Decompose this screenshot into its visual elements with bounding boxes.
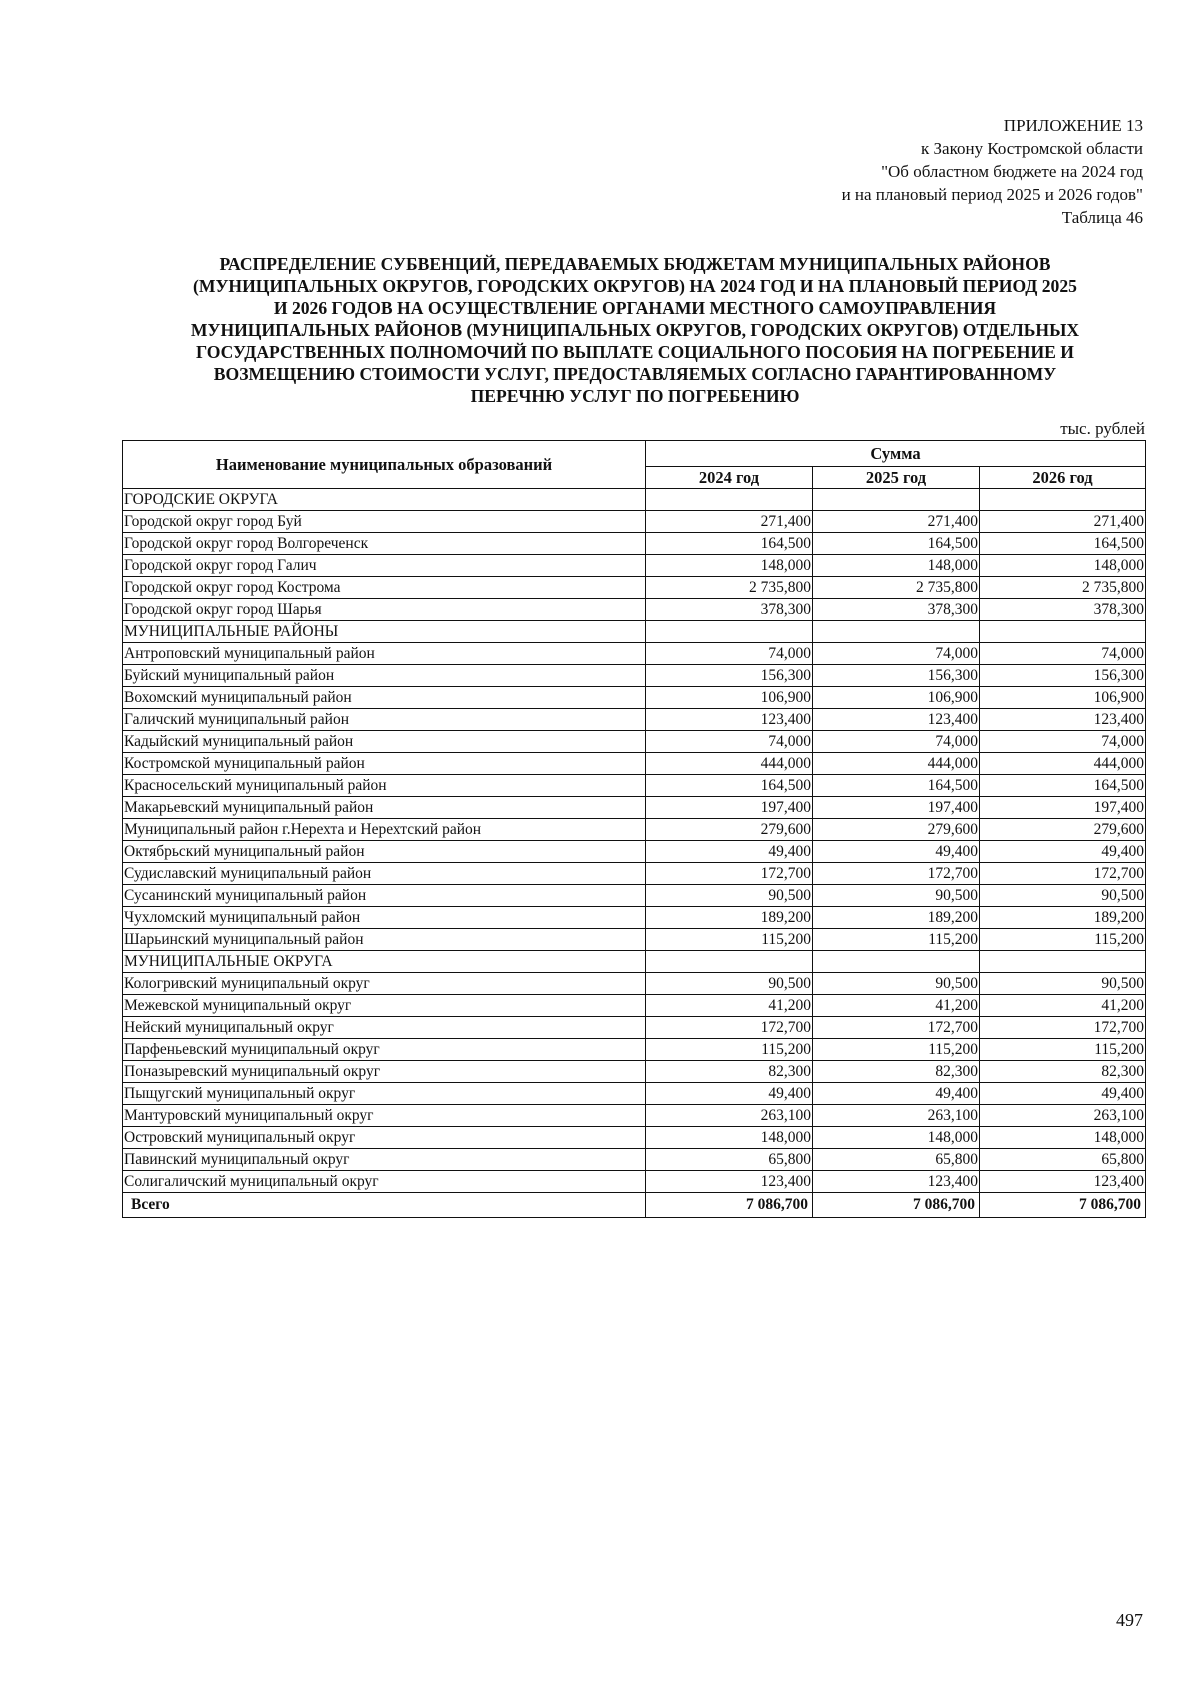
table-row	[123, 1017, 1146, 1039]
amount-2025: 148,000	[813, 1127, 980, 1149]
amount-2025: 189,200	[813, 907, 980, 929]
section-title: МУНИЦИПАЛЬНЫЕ ОКРУГА	[123, 951, 646, 973]
amount-2025: 106,900	[813, 687, 980, 709]
amount-2024: 82,300	[646, 1061, 813, 1083]
amount-2026: 82,300	[980, 1061, 1146, 1083]
municipality-name: Солигаличский муниципальный округ	[123, 1171, 646, 1193]
amount-2026: 148,000	[980, 1127, 1146, 1149]
section-row	[123, 621, 1146, 643]
amount-2025: 74,000	[813, 643, 980, 665]
total-2025: 7 086,700	[813, 1193, 980, 1218]
appendix-law-ref: к Закону Костромской области	[921, 139, 1143, 158]
municipality-name: Антроповский муниципальный район	[123, 643, 646, 665]
amount-2024: 156,300	[646, 665, 813, 687]
table-row	[123, 885, 1146, 907]
empty-cell	[646, 621, 813, 643]
title-line: (МУНИЦИПАЛЬНЫХ ОКРУГОВ, ГОРОДСКИХ ОКРУГОВ) НА 2024 ГОД И НА ПЛАНОВЫЙ ПЕРИОД 2025	[193, 276, 1077, 296]
column-header-name: Наименование муниципальных образований	[123, 441, 646, 489]
municipality-name: Кадыйский муниципальный район	[123, 731, 646, 753]
units-label: тыс. рублей	[1060, 419, 1145, 438]
amount-2026: 2 735,800	[980, 577, 1146, 599]
amount-2026: 90,500	[980, 885, 1146, 907]
municipality-name: Поназыревский муниципальный округ	[123, 1061, 646, 1083]
amount-2024: 123,400	[646, 1171, 813, 1193]
empty-cell	[813, 489, 980, 511]
table-row	[123, 709, 1146, 731]
municipality-name: Павинский муниципальный округ	[123, 1149, 646, 1171]
empty-cell	[980, 621, 1146, 643]
amount-2026: 172,700	[980, 863, 1146, 885]
table-row	[123, 643, 1146, 665]
amount-2024: 148,000	[646, 555, 813, 577]
amount-2024: 49,400	[646, 1083, 813, 1105]
amount-2024: 49,400	[646, 841, 813, 863]
amount-2025: 279,600	[813, 819, 980, 841]
amount-2024: 115,200	[646, 929, 813, 951]
amount-2026: 164,500	[980, 775, 1146, 797]
amount-2025: 378,300	[813, 599, 980, 621]
amount-2025: 271,400	[813, 511, 980, 533]
table-row	[123, 511, 1146, 533]
amount-2024: 197,400	[646, 797, 813, 819]
appendix-law-period: и на плановый период 2025 и 2026 годов"	[841, 185, 1143, 204]
amount-2025: 49,400	[813, 1083, 980, 1105]
municipality-name: Макарьевский муниципальный район	[123, 797, 646, 819]
amount-2025: 164,500	[813, 533, 980, 555]
municipality-name: Муниципальный район г.Нерехта и Нерехтский район	[123, 819, 646, 841]
municipality-name: Парфеньевский муниципальный округ	[123, 1039, 646, 1061]
amount-2024: 164,500	[646, 775, 813, 797]
amount-2024: 74,000	[646, 731, 813, 753]
empty-cell	[813, 951, 980, 973]
amount-2026: 41,200	[980, 995, 1146, 1017]
amount-2024: 172,700	[646, 1017, 813, 1039]
amount-2025: 172,700	[813, 863, 980, 885]
amount-2025: 123,400	[813, 1171, 980, 1193]
amount-2025: 123,400	[813, 709, 980, 731]
amount-2024: 74,000	[646, 643, 813, 665]
table-row	[123, 1127, 1146, 1149]
amount-2025: 156,300	[813, 665, 980, 687]
amount-2024: 123,400	[646, 709, 813, 731]
amount-2024: 106,900	[646, 687, 813, 709]
amount-2025: 115,200	[813, 929, 980, 951]
table-row	[123, 533, 1146, 555]
municipality-name: Городской округ город Галич	[123, 555, 646, 577]
amount-2024: 90,500	[646, 885, 813, 907]
table-row	[123, 599, 1146, 621]
amount-2025: 444,000	[813, 753, 980, 775]
amount-2026: 74,000	[980, 731, 1146, 753]
amount-2025: 172,700	[813, 1017, 980, 1039]
amount-2025: 65,800	[813, 1149, 980, 1171]
table-row	[123, 665, 1146, 687]
amount-2025: 90,500	[813, 973, 980, 995]
section-row	[123, 489, 1146, 511]
amount-2026: 197,400	[980, 797, 1146, 819]
empty-cell	[813, 621, 980, 643]
table-row	[123, 863, 1146, 885]
table-row	[123, 577, 1146, 599]
amount-2026: 49,400	[980, 841, 1146, 863]
appendix-header	[842, 114, 1143, 229]
amount-2026: 123,400	[980, 1171, 1146, 1193]
document-title	[115, 253, 1155, 407]
municipality-name: Шарьинский муниципальный район	[123, 929, 646, 951]
amount-2025: 197,400	[813, 797, 980, 819]
amount-2024: 271,400	[646, 511, 813, 533]
amount-2026: 123,400	[980, 709, 1146, 731]
amount-2026: 115,200	[980, 929, 1146, 951]
total-2026: 7 086,700	[980, 1193, 1146, 1218]
amount-2026: 271,400	[980, 511, 1146, 533]
municipality-name: Пыщугский муниципальный округ	[123, 1083, 646, 1105]
amount-2025: 115,200	[813, 1039, 980, 1061]
table-row	[123, 555, 1146, 577]
municipality-name: Нейский муниципальный округ	[123, 1017, 646, 1039]
total-2024: 7 086,700	[646, 1193, 813, 1218]
amount-2026: 164,500	[980, 533, 1146, 555]
table-row	[123, 973, 1146, 995]
municipality-name: Октябрьский муниципальный район	[123, 841, 646, 863]
title-line: РАСПРЕДЕЛЕНИЕ СУБВЕНЦИЙ, ПЕРЕДАВАЕМЫХ БЮДЖЕТАМ МУНИЦИПАЛЬНЫХ РАЙОНОВ	[219, 254, 1051, 274]
title-line: ВОЗМЕЩЕНИЮ СТОИМОСТИ УСЛУГ, ПРЕДОСТАВЛЯЕМЫХ СОГЛАСНО ГАРАНТИРОВАННОМУ	[213, 364, 1057, 384]
table-row	[123, 929, 1146, 951]
municipality-name: Островский муниципальный округ	[123, 1127, 646, 1149]
amount-2025: 164,500	[813, 775, 980, 797]
amount-2026: 156,300	[980, 665, 1146, 687]
amount-2026: 65,800	[980, 1149, 1146, 1171]
table-row	[123, 731, 1146, 753]
table-row	[123, 995, 1146, 1017]
empty-cell	[980, 951, 1146, 973]
amount-2024: 115,200	[646, 1039, 813, 1061]
municipality-name: Сусанинский муниципальный район	[123, 885, 646, 907]
amount-2024: 164,500	[646, 533, 813, 555]
amount-2025: 41,200	[813, 995, 980, 1017]
table-body	[123, 489, 1146, 1193]
amount-2024: 189,200	[646, 907, 813, 929]
table-row	[123, 1083, 1146, 1105]
municipality-name: Красносельский муниципальный район	[123, 775, 646, 797]
amount-2025: 148,000	[813, 555, 980, 577]
title-line: ГОСУДАРСТВЕННЫХ ПОЛНОМОЧИЙ ПО ВЫПЛАТЕ СОЦИАЛЬНОГО ПОСОБИЯ НА ПОГРЕБЕНИЕ И	[195, 342, 1074, 362]
amount-2024: 148,000	[646, 1127, 813, 1149]
column-header-sum: Сумма	[646, 441, 1146, 467]
table-row	[123, 907, 1146, 929]
municipality-name: Буйский муниципальный район	[123, 665, 646, 687]
amount-2026: 106,900	[980, 687, 1146, 709]
amount-2026: 115,200	[980, 1039, 1146, 1061]
section-title: МУНИЦИПАЛЬНЫЕ РАЙОНЫ	[123, 621, 646, 643]
amount-2025: 82,300	[813, 1061, 980, 1083]
table-row	[123, 1105, 1146, 1127]
table-row	[123, 797, 1146, 819]
amount-2026: 263,100	[980, 1105, 1146, 1127]
table-row	[123, 1149, 1146, 1171]
municipality-name: Мантуровский муниципальный округ	[123, 1105, 646, 1127]
amount-2025: 2 735,800	[813, 577, 980, 599]
section-title: ГОРОДСКИЕ ОКРУГА	[123, 489, 646, 511]
title-line: И 2026 ГОДОВ НА ОСУЩЕСТВЛЕНИЕ ОРГАНАМИ МЕСТНОГО САМОУПРАВЛЕНИЯ	[273, 298, 997, 318]
municipality-name: Межевской муниципальный округ	[123, 995, 646, 1017]
empty-cell	[646, 951, 813, 973]
amount-2026: 148,000	[980, 555, 1146, 577]
municipality-name: Городской округ город Шарья	[123, 599, 646, 621]
table-row	[123, 1171, 1146, 1193]
amount-2024: 41,200	[646, 995, 813, 1017]
table-row	[123, 1061, 1146, 1083]
amount-2024: 263,100	[646, 1105, 813, 1127]
amount-2026: 74,000	[980, 643, 1146, 665]
appendix-law-title: "Об областном бюджете на 2024 год	[881, 162, 1143, 181]
municipality-name: Судиславский муниципальный район	[123, 863, 646, 885]
column-header-2025: 2025 год	[813, 467, 980, 489]
municipality-name: Кологривский муниципальный округ	[123, 973, 646, 995]
column-header-2024: 2024 год	[646, 467, 813, 489]
municipality-name: Галичский муниципальный район	[123, 709, 646, 731]
amount-2025: 74,000	[813, 731, 980, 753]
subvention-table	[122, 440, 1146, 1218]
municipality-name: Городской округ город Буй	[123, 511, 646, 533]
amount-2024: 378,300	[646, 599, 813, 621]
total-label: Всего	[123, 1193, 646, 1218]
amount-2026: 90,500	[980, 973, 1146, 995]
amount-2025: 49,400	[813, 841, 980, 863]
amount-2025: 263,100	[813, 1105, 980, 1127]
table-number: Таблица 46	[1061, 208, 1143, 227]
appendix-number: ПРИЛОЖЕНИЕ 13	[1003, 116, 1143, 135]
amount-2026: 189,200	[980, 907, 1146, 929]
table-row	[123, 753, 1146, 775]
municipality-name: Городской округ город Кострома	[123, 577, 646, 599]
amount-2025: 90,500	[813, 885, 980, 907]
column-header-2026: 2026 год	[980, 467, 1146, 489]
municipality-name: Чухломский муниципальный район	[123, 907, 646, 929]
amount-2026: 444,000	[980, 753, 1146, 775]
amount-2026: 279,600	[980, 819, 1146, 841]
empty-cell	[646, 489, 813, 511]
section-row	[123, 951, 1146, 973]
total-row	[123, 1193, 1146, 1218]
municipality-name: Вохомский муниципальный район	[123, 687, 646, 709]
table-row	[123, 1039, 1146, 1061]
title-line: МУНИЦИПАЛЬНЫХ РАЙОНОВ (МУНИЦИПАЛЬНЫХ ОКРУГОВ, ГОРОДСКИХ ОКРУГОВ) ОТДЕЛЬНЫХ	[190, 320, 1080, 340]
municipality-name: Костромской муниципальный район	[123, 753, 646, 775]
table-row	[123, 687, 1146, 709]
amount-2024: 444,000	[646, 753, 813, 775]
title-line: ПЕРЕЧНЮ УСЛУГ ПО ПОГРЕБЕНИЮ	[470, 386, 800, 406]
empty-cell	[980, 489, 1146, 511]
amount-2024: 279,600	[646, 819, 813, 841]
amount-2026: 378,300	[980, 599, 1146, 621]
amount-2024: 172,700	[646, 863, 813, 885]
table-row	[123, 841, 1146, 863]
page-number: 497	[1116, 1610, 1143, 1630]
amount-2026: 172,700	[980, 1017, 1146, 1039]
municipality-name: Городской округ город Волгореченск	[123, 533, 646, 555]
amount-2024: 65,800	[646, 1149, 813, 1171]
table-row	[123, 775, 1146, 797]
amount-2024: 2 735,800	[646, 577, 813, 599]
amount-2024: 90,500	[646, 973, 813, 995]
amount-2026: 49,400	[980, 1083, 1146, 1105]
table-row	[123, 819, 1146, 841]
